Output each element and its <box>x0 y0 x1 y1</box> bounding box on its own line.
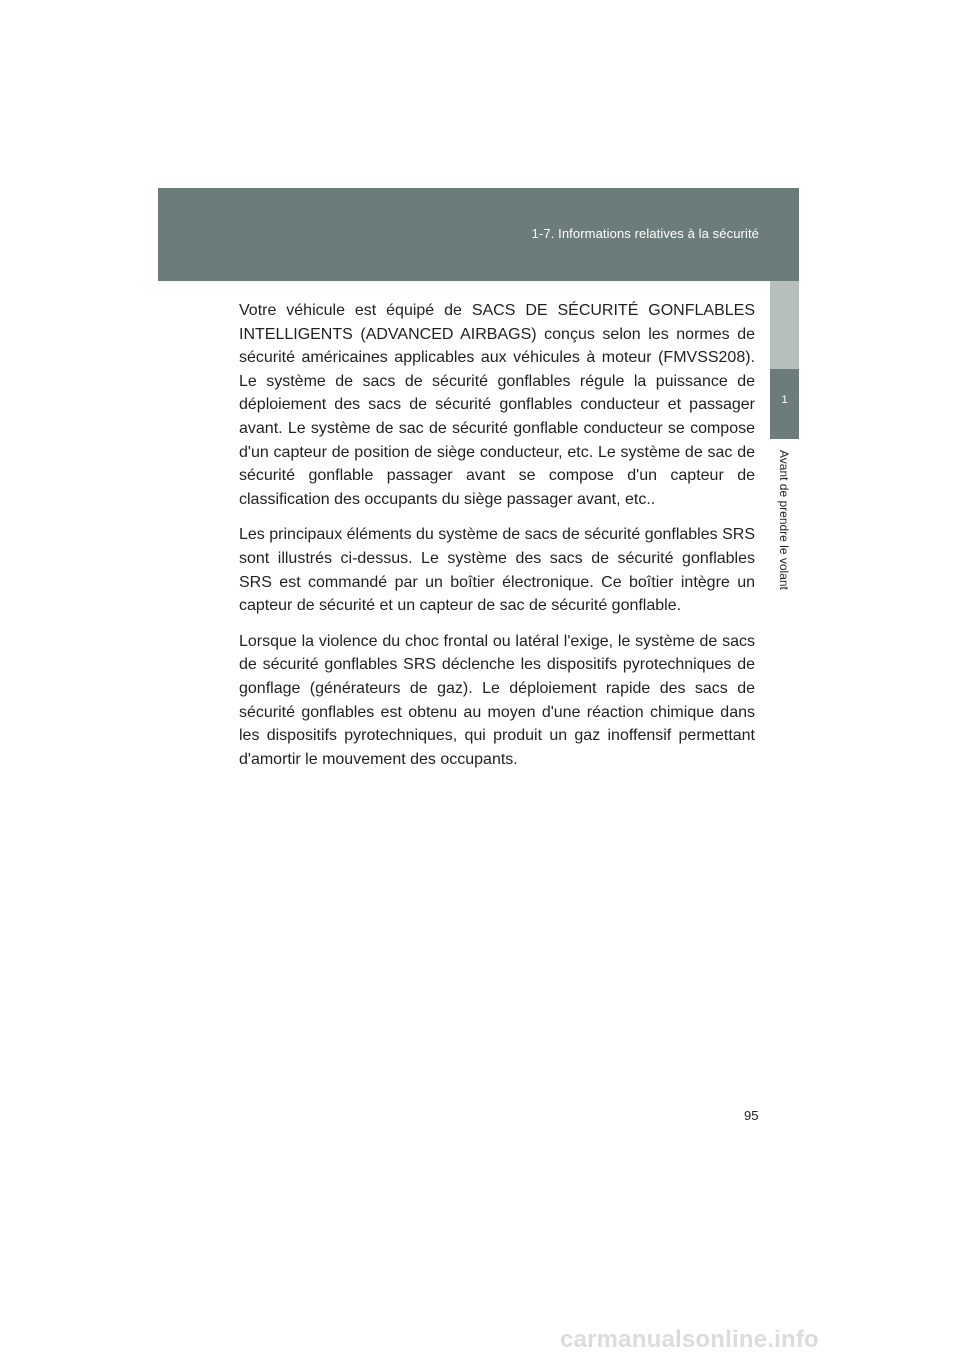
body-text <box>239 299 755 783</box>
paragraph-airbags-intro: Votre véhicule est équipé de SACS DE SÉCURITÉ GONFLABLES INTELLIGENTS (ADVANCED AIRBAGS) conçus selon les normes de sécurité américaines applicables aux véhicules à moteur (FMVSS208). Le système de sacs de sécurité gonflables régule la puissance de déploiement des sacs de sécurité gonflables conducteur et passager avant. Le système de sac de sécurité gonflable conducteur se compose d'un capteur de position de siège conducteur, etc. Le système de sac de sécurité gonflable passager avant se compose d'un capteur de classification des occupants du siège passager avant, etc.. <box>239 302 755 508</box>
section-title: 1-7. Informations relatives à la sécurité <box>531 226 759 241</box>
chapter-number-tab <box>770 369 799 439</box>
paragraph-srs-components: Les principaux éléments du système de sacs de sécurité gonflables SRS sont illustrés ci-dessus. Le système des sacs de sécurité gonflables SRS est commandé par un boîtier électronique. Ce boîtier intègre un capteur de sécurité et un capteur de sac de sécurité gonflable. <box>239 526 755 615</box>
chapter-number: 1 <box>781 394 788 406</box>
chapter-tab-spacer <box>770 281 799 369</box>
chapter-label: Avant de prendre le volant <box>777 450 791 590</box>
page-number: 95 <box>744 1108 759 1123</box>
paragraph-deployment: Lorsque la violence du choc frontal ou latéral l'exige, le système de sacs de sécurité gonflables SRS déclenche les dispositifs pyrotechniques de gonflage (générateurs de gaz). Le déploiement rapide des sacs de sécurité gonflables est obtenu au moyen d'une réaction chimique dans les dispositifs pyrotechniques, qui produit un gaz inoffensif permettant d'amortir le mouvement des occupants. <box>239 632 755 768</box>
section-header-bar <box>158 188 799 281</box>
watermark: carmanualsonline.info <box>560 1326 819 1353</box>
